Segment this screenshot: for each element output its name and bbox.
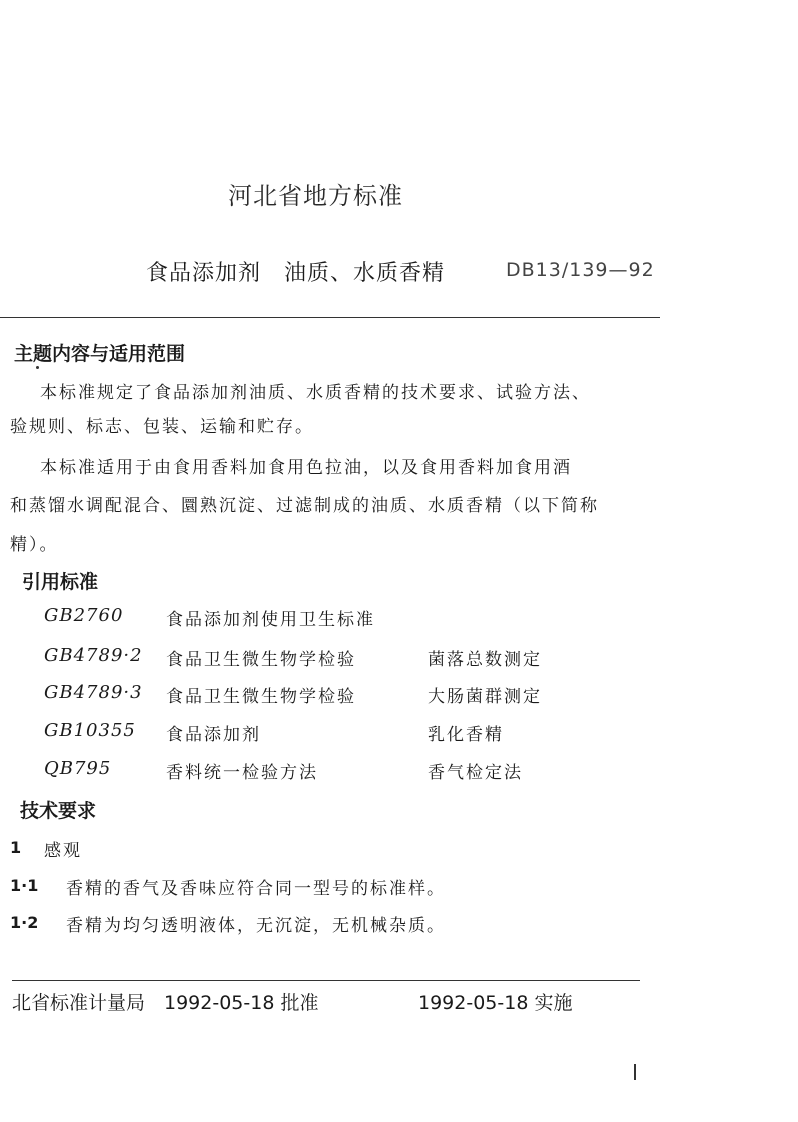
footer-implementation: 1992-05-18 实施 — [418, 992, 573, 1014]
subsection-number: 1 — [10, 838, 22, 857]
ref-code: GB2760 — [44, 605, 124, 626]
document-title: 食品添加剂 油质、水质香精 — [146, 261, 446, 286]
ref-code: GB4789·3 — [44, 682, 143, 703]
footer-rule — [12, 980, 640, 981]
scope-para1-line2: 验规则、标志、包装、运输和贮存。 — [10, 417, 314, 437]
item-number: 1·2 — [10, 913, 39, 932]
item-text: 香精的香气及香味应符合同一型号的标准样。 — [66, 879, 446, 899]
scope-para2-line2: 和蒸馏水调配混合、圜熟沉淀、过滤制成的油质、水质香精（以下简称 — [10, 496, 599, 516]
ref-item: 菌落总数测定 — [428, 650, 542, 670]
page-mark — [634, 1064, 636, 1080]
scope-para2-line3: 精）。 — [10, 535, 59, 555]
ref-code: GB4789·2 — [44, 645, 143, 666]
speck-mark — [36, 366, 39, 369]
section-heading-requirements: 技术要求 — [20, 800, 97, 822]
standard-org-title: 河北省地方标准 — [228, 182, 403, 210]
ref-name: 香料统一检验方法 — [166, 763, 318, 783]
subsection-label: 感观 — [44, 841, 82, 861]
scope-para2-line1: 本标准适用于由食用香料加食用色拉油，以及食用香料加食用酒 — [40, 458, 572, 478]
item-text: 香精为均匀透明液体，无沉淀，无机械杂质。 — [66, 916, 446, 936]
ref-item: 香气检定法 — [428, 763, 523, 783]
item-number: 1·1 — [10, 876, 39, 895]
ref-name: 食品卫生微生物学检验 — [166, 687, 356, 707]
ref-code: GB10355 — [44, 720, 136, 741]
scope-para1-line1: 本标准规定了食品添加剂油质、水质香精的技术要求、试验方法、 — [40, 383, 591, 403]
standard-code: DB13/139—92 — [506, 259, 655, 281]
footer-approval: 北省标准计量局 1992-05-18 批准 — [12, 992, 319, 1014]
ref-code: QB795 — [44, 758, 112, 779]
ref-item: 乳化香精 — [428, 725, 504, 745]
ref-item: 大肠菌群测定 — [428, 687, 542, 707]
header-rule — [0, 317, 660, 318]
ref-name: 食品卫生微生物学检验 — [166, 650, 356, 670]
ref-name: 食品添加剂使用卫生标准 — [166, 610, 375, 630]
section-heading-scope: 主题内容与适用范围 — [14, 343, 186, 365]
ref-name: 食品添加剂 — [166, 725, 261, 745]
section-heading-references: 引用标准 — [22, 571, 99, 593]
